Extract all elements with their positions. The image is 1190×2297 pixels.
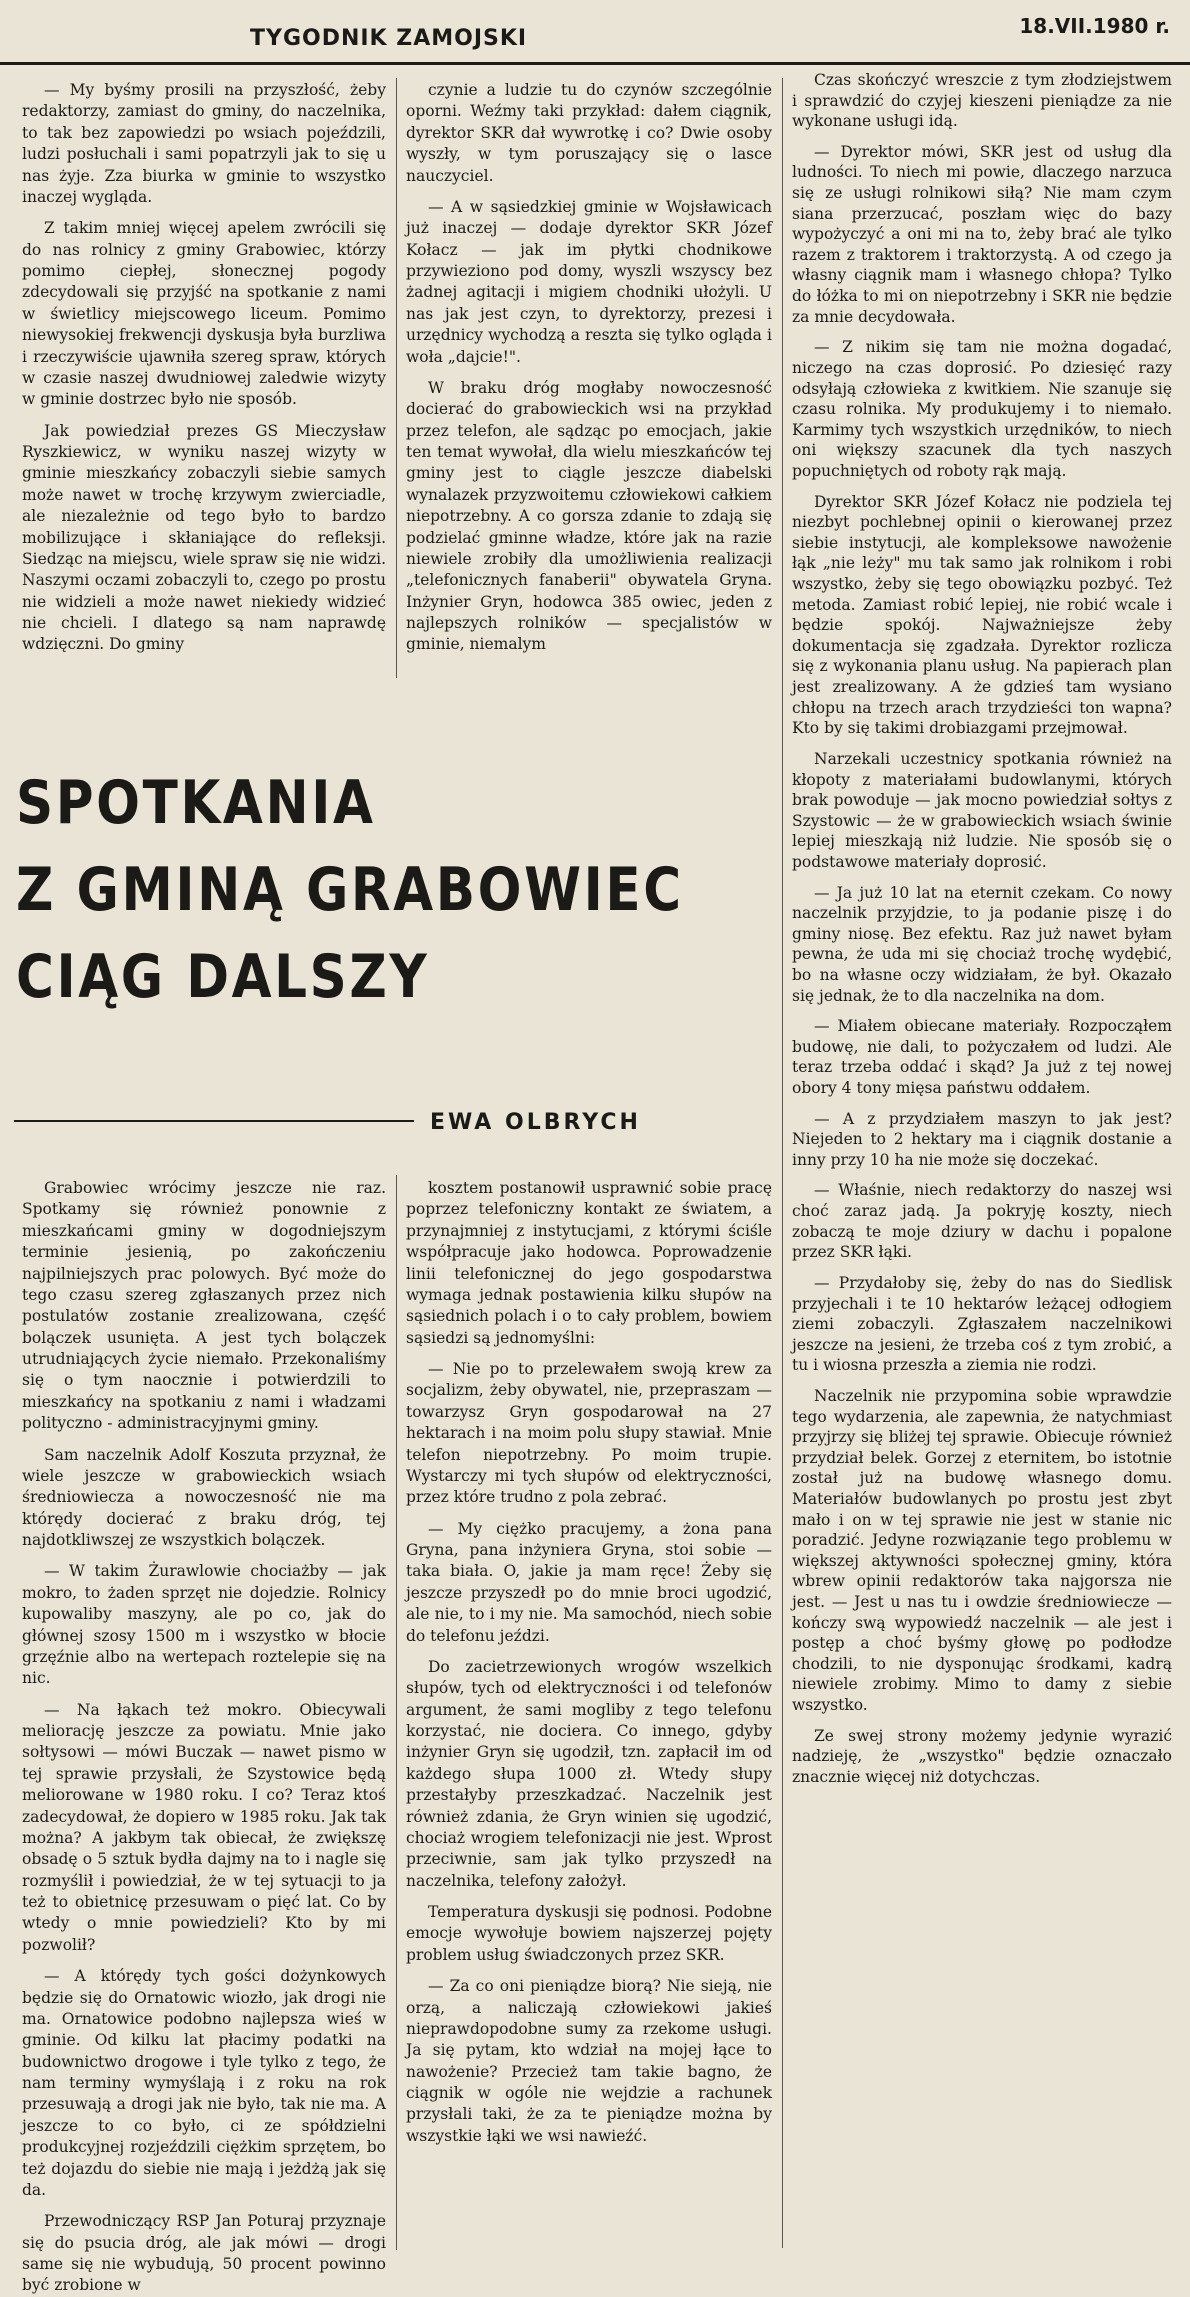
paragraph: Temperatura dyskusji się podnosi. Podobne emocje wywołuje bowiem najszerzej pojęty problem usług świadczonych przez SKR. <box>406 1903 772 1964</box>
paragraph: — A w sąsiedzkiej gminie w Wojsławicach już inaczej — dodaje dyrektor SKR Józef Kołacz — jak im płytki chodnikowe przywieziono pod domy, wyszli wszyscy bez żadnej agitacji i migiem chodniki ułożyli. U nas jak jest czyn, to dyrektorzy, prezesi i urzędnicy wychodzą a reszta się tylko ogląda i woła „dajcie!". <box>406 197 772 366</box>
paragraph: Narzekali uczestnicy spotkania również na kłopoty z materiałami budowlanymi, których brak powoduje — jak mocno powiedział sołtys z Szystowic — że w grabowieckich wsiach świnie lepiej mieszkają niż ludzie. Nie sposób się o podstawowe materiały doprosić. <box>792 749 1172 871</box>
paragraph: Jak powiedział prezes GS Mieczysław Ryszkiewicz, w wyniku naszej wizyty w gminie mieszkańcy zobaczyli siebie samych może nawet w trochę krzywym zwierciadle, ale niezależnie od tego było to bardzo mobilizujące i skłaniające do refleksji. Siedząc na miejscu, wiele spraw się nie widzi. Naszymi oczami zobaczyli to, czego po prostu nie widzieli a może nawet niekiedy widzieć nie chcieli. I dlatego są nam naprawdę wdzięczni. Do gminy <box>22 421 386 654</box>
paragraph: — My byśmy prosili na przyszłość, żeby redaktorzy, zamiast do gminy, do naczelnika, to tak bez zapowiedzi po wsiach pojeździli, ludzi posłuchali i sami popatrzyli jak to się u nas żyje. Zza biurka w gminie to wszystko inaczej wygląda. <box>22 81 386 206</box>
headline-line: SPOTKANIA <box>16 768 376 838</box>
author-byline: EWA OLBRYCH <box>430 1110 641 1135</box>
paragraph: Do zacietrzewionych wrogów wszelkich słupów, tych od elektryczności i od telefonów argument, że sami mogliby z tego telefonu korzystać, nie dociera. Co innego, gdyby inżynier Gryn się ugodził, tzn. zapłacił im od każdego słupa 1000 zł. Wtedy słupy przestałyby przeszkadzać. Naczelnik jest również zdania, że Gryn winien się ugodzić, chociaż wrogiem telefonizacji nie jest. Wprost przeciwnie, sam jak tylko przyszedł na naczelnika, telefony założył. <box>406 1657 772 1890</box>
paragraph: Z takim mniej więcej apelem zwrócili się do nas rolnicy z gminy Grabowiec, którzy pomimo ciepłej, słonecznej pogody zdecydowali się przyjść na spotkanie z nami w świetlicy miejscowego liceum. Pomimo niewysokiej frekwencji dyskusja była burzliwa i rzeczywiście ujawniła szereg spraw, których w czasie naszej dwudniowej zaledwie wizyty w gminie dostrzec było nie sposób. <box>22 219 386 409</box>
paragraph: kosztem postanowił usprawnić sobie pracę poprzez telefoniczny kontakt ze światem, a przynajmniej z instytucjami, z którymi ściśle współpracuje jako hodowca. Poprowadzenie linii telefonicznej do jego gospodarstwa wymaga jednak postawienia kilku słupów na sąsiednich polach i o to cały problem, bowiem sąsiedzi są jednomyślni: <box>406 1179 772 1347</box>
top-middle-column <box>406 80 772 680</box>
paragraph: W braku dróg mogłaby nowoczesność docierać do grabowieckich wsi na przykład przez telefon, ale sądząc po emocjach, jakie ten temat wywołał, dla wielu mieszkańców tej gminy jest to ciągle jeszcze diabelski wynalazek przyzwoitemu człowiekowi całkiem niepotrzebny. A co gorsza zdanie to zdają się podzielać gminne władze, które jak na razie niewiele zrobiły dla umożliwienia realizacji „telefonicznych fanaberii" obywatela Gryna. Inżynier Gryn, hodowca 385 owiec, jeden z najlepszych rolników — specjalistów w gminie, niemalym <box>406 378 772 654</box>
paragraph: Ze swej strony możemy jedynie wyrazić nadzieję, że „wszystko" będzie oznaczało znacznie więcej niż dotychczas. <box>792 1726 1172 1786</box>
article-headline <box>16 760 684 1021</box>
column-divider <box>782 78 783 2248</box>
masthead <box>0 0 1190 65</box>
paragraph: — Z nikim się tam nie można dogadać, niczego na czas doprosić. Po dziesięć razy odsyłają człowieka z kwitkiem. Nie szanuje się czasu rolnika. My produkujemy i to niemało. Karmimy tych wszystkich urzędników, to niech oni większy szacunek dla tych naszych popuchniętych od roboty rąk mają. <box>792 338 1172 480</box>
paragraph: — Przydałoby się, żeby do nas do Siedlisk przyjechali i te 10 hektarów leżącej odłogiem ziemi zobaczyli. Zgłaszałem naczelnikowi jeszcze na jesieni, że trzeba coś z tym zrobić, a tu i wiosna przeszła a ziemia nie rodzi. <box>792 1273 1172 1375</box>
paragraph: — My ciężko pracujemy, a żona pana Gryna, pana inżyniera Gryna, stoi sobie — taka biała. O, jakie ja mam ręce! Żeby się jeszcze przyszedł po do mnie broci ugodzić, ale nie, to i my nie. Ma samochód, niech sobie do telefonu jeździ. <box>406 1519 772 1645</box>
column-divider <box>396 78 397 678</box>
column-divider <box>396 1175 397 2250</box>
paragraph: — A którędy tych gości dożynkowych będzie się do Ornatowic wiozło, jak drogi nie ma. Ornatowice podobno najlepsza wieś w gminie. Od kilku lat płacimy podatki na budownictwo drogowe i tyle tylko z tego, że nam terminy wymyślają i z roku na rok przesuwają a drogi jak nie było, tak nie ma. A jeszcze to co było, ci ze spółdzielni produkcyjnej rozjeździli ciężkim sprzętem, bo też dojazdu do siebie nie mają i jeżdżą jak się da. <box>22 1967 386 2199</box>
paragraph: Dyrektor SKR Józef Kołacz nie podziela tej niezbyt pochlebnej opinii o kierowanej przez siebie instytucji, ale kompleksowe nawożenie łąk „nie leży" mu tak samo jak rolnikom i robi wszystko, żeby się tego obowiązku pozbyć. Też metoda. Zamiast robić lepiej, nie robić wcale i będzie spokój. Najważniejsze żeby dokumentacja się zgadzała. Dyrektor rozlicza się z wykonania planu usług. Na papierach plan jest zrealizowany. A że gdzieś tam wysiano chłopu na trzech arach trzydzieści ton wapna? Kto by się takimi drobiazgami przejmował. <box>792 492 1172 738</box>
bottom-left-column <box>22 1178 386 2295</box>
issue-date: 18.VII.1980 r. <box>1019 14 1170 38</box>
headline-line: CIĄG DALSZY <box>16 942 430 1012</box>
publication-name: TYGODNIK ZAMOJSKI <box>250 26 528 51</box>
paragraph: — Dyrektor mówi, SKR jest od usług dla ludności. To niech mi powie, dlaczego narzuca się ze usługi rolnikowi siłą? Nie mam czym siana przerzucać, poszłam więc do bazy wypożyczyć a oni mi na to, żeby brać ale tylko razem z traktorem i traktorzystą. A od czego ja własny ciągnik mam i własnego chłopa? Tylko do łóżka to mi on niepotrzebny i SKR nie będzie za mnie decydowała. <box>792 142 1172 326</box>
paragraph: Naczelnik nie przypomina sobie wprawdzie tego wydarzenia, ale zapewnia, że natychmiast przyjrzy się bliżej tej sprawie. Obiecuje również przydział belek. Gorzej z eternitem, bo istotnie został już na budowę własnego domu. Materiałów budowlanych po prostu jest zbyt mało i on w tej sprawie nie jest w stanie nic poradzić. Jedyne rozwiązanie tego problemu w większej aktywności społecznej gminy, która wbrew opinii redaktorów taka najgorsza nie jest. — Jest u nas tu i owdzie średniowiecze — kończy swą wypowiedź naczelnik — ale jest i postęp a choć byśmy głowę po podłodze chodzili, to nie dysponując środkami, kadrą niewiele zrobimy. Mimo to damy z siebie wszystko. <box>792 1386 1172 1715</box>
top-left-column <box>22 80 386 680</box>
paragraph: — Właśnie, niech redaktorzy do naszej wsi choć zaraz jadą. Ja pokryję koszty, niech zobaczą te moje dziury w dachu i popalone przez SKR łąki. <box>792 1181 1172 1262</box>
bottom-middle-column <box>406 1178 772 2258</box>
paragraph: Przewodniczący RSP Jan Poturaj przyznaje się do psucia dróg, ale jak mówi — drogi same się nie wybudują, 50 procent powinno być zrobione w <box>22 2212 386 2295</box>
paragraph: — Za co oni pieniądze biorą? Nie sieją, nie orzą, a naliczają człowiekowi jakieś nieprawdopodobne sumy za rzekome usługi. Ja się pytam, kto wdział na mojej łące to nawożenie? Przecież tam takie bagno, że ciągnik w ogóle nie wejdzie a rachunek przysłali taki, że za te pieniądze można by wszystkie łąki we wsi nawieźć. <box>406 1977 772 2145</box>
paragraph: Grabowiec wrócimy jeszcze nie raz. Spotkamy się również ponownie z mieszkańcami gminy w dogodniejszym terminie jesienią, po zakończeniu najpilniejszych prac polowych. Być może do tego czasu szereg zgłaszanych przez nich postulatów zostanie zrealizowana, część bolączek usunięta. A jest tych bolączek utrudniających życie niemało. Przekonaliśmy się o tym naocznie i potwierdzili to mieszkańcy na spotkaniu z nami i władzami polityczno - administracyjnymi gminy. <box>22 1179 386 1433</box>
paragraph: — A z przydziałem maszyn to jak jest? Niejeden to 2 hektary ma i ciągnik dostanie a inny przy 10 ha nie może się doczekać. <box>792 1109 1172 1169</box>
paragraph: — Na łąkach też mokro. Obiecywali meliorację jeszcze za powiatu. Mnie jako sołtysowi — mówi Buczak — nawet pismo w tej sprawie przysłali, że Szystowice będą meliorowane w 1980 roku. I co? Teraz ktoś zadecydował, że dopiero w 1985 roku. Jak tak można? A jakbym tak obiecał, że zwiększę obsadę o 5 sztuk bydła dajmy na to i nagle się rozmyślił i powiedział, że w tej sytuacji to ja też to obietnicę przesuwam o pięć lat. Co by wtedy o mnie powiedzieli? Kto by mi pozwolił? <box>22 1700 386 1954</box>
paragraph: czynie a ludzie tu do czynów szczególnie oporni. Weźmy taki przykład: dałem ciągnik, dyrektor SKR dał wywrotkę i co? Dwie osoby wyszły, w tym poruszający się o lasce nauczyciel. <box>406 81 772 185</box>
paragraph: Sam naczelnik Adolf Koszuta przyznał, że wiele jeszcze w grabowieckich wsiach średniowiecza a nowoczesność nie ma którędy docierać z braku dróg, tej najdotkliwszej ze wszystkich bolączek. <box>22 1445 386 1549</box>
byline-rule <box>14 1120 414 1122</box>
right-column <box>792 70 1172 2258</box>
paragraph: — Nie po to przelewałem swoją krew za socjalizm, żeby obywatel, nie, przepraszam — towarzysz Gryn gospodarował na 27 hektarach i na moim polu słupy stawiał. Mnie telefon niepotrzebny. Po moim trupie. Wystarczy mi tych słupów od elektryczności, przez które trudno z pola zebrać. <box>406 1360 772 1507</box>
paragraph: — Miałem obiecane materiały. Rozpocząłem budowę, nie dali, to pożyczałem od ludzi. Ale teraz trzeba oddać i skąd? Ja już z tej nowej obory 4 tony mięsa państwu oddałem. <box>792 1017 1172 1098</box>
paragraph: — Ja już 10 lat na eternit czekam. Co nowy naczelnik przyjdzie, to ja podanie piszę i do gminy niosę. Bez efektu. Raz już nawet byłam pewna, że uda mi się chociaż trochę wydębić, bo na własne oczy widziałam, że był. Okazało się jednak, że to dla naczelnika na dom. <box>792 883 1172 1005</box>
headline-line: Z GMINĄ GRABOWIEC <box>16 855 684 925</box>
paragraph: — W takim Żurawlowie chociażby — jak mokro, to żaden sprzęt nie dojedzie. Rolnicy kupowaliby maszyny, ale po co, jak do głównej szosy 1500 m i wszystko w błocie grzęźnie albo na wertepach roztelepie się na nic. <box>22 1562 386 1688</box>
paragraph: Czas skończyć wreszcie z tym złodziejstwem i sprawdzić do czyjej kieszeni pieniądze za nie wykonane usługi idą. <box>792 71 1172 131</box>
